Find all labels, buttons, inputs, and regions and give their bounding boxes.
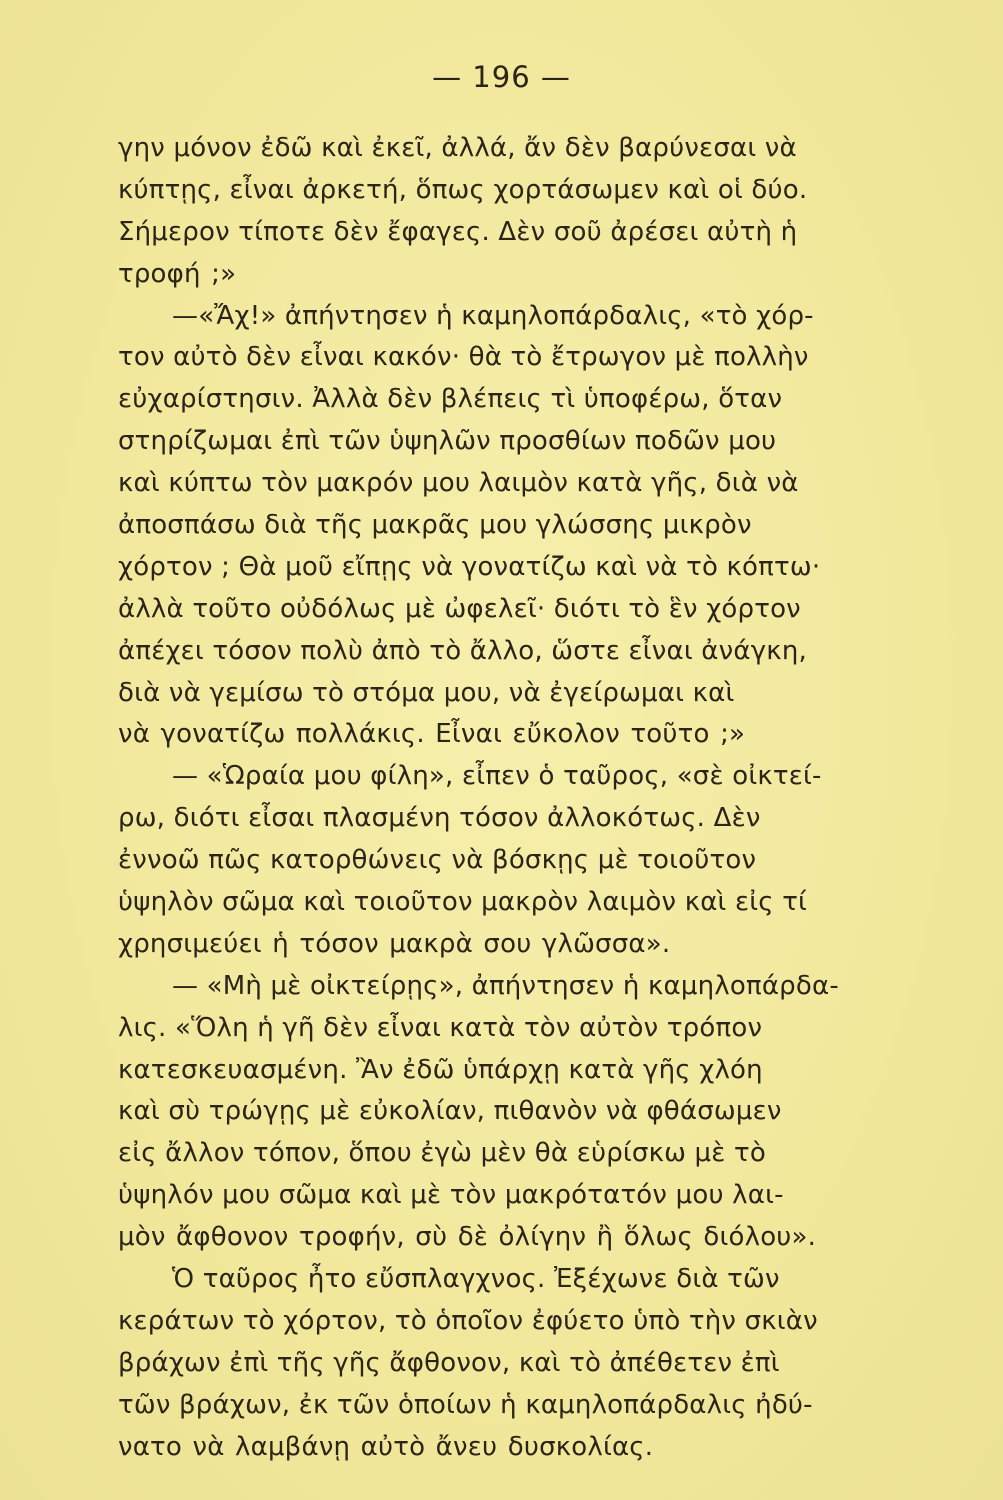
text-line: τῶν βράχων, ἐκ τῶν ὁποίων ἡ καμηλοπάρδαλις ἠδύ- — [118, 1389, 813, 1420]
text-line: κατεσκευασμένη. Ἂν ἐδῶ ὑπάρχῃ κατὰ γῆς χλόη — [118, 1054, 763, 1085]
text-line: κεράτων τὸ χόρτον, τὸ ὁποῖον ἐφύετο ὑπὸ τὴν σκιὰν — [118, 1305, 818, 1336]
body-text — [118, 128, 918, 1469]
text-line: καὶ σὺ τρώγῃς μὲ εὐκολίαν, πιθανὸν νὰ φθάσωμεν — [118, 1096, 782, 1127]
text-line: — «Ὡραία μου φίλη», εἶπεν ὁ ταῦρος, «σὲ οἰκτεί- — [172, 761, 822, 792]
text-line: διὰ νὰ γεμίσω τὸ στόμα μου, νὰ ἐγείρωμαι καὶ — [118, 677, 735, 708]
text-line: εὐχαρίστησιν. Ἀλλὰ δὲν βλέπεις τὶ ὑποφέρω, ὅταν — [118, 384, 783, 415]
text-line: γην μόνον ἐδῶ καὶ ἐκεῖ, ἀλλά, ἄν δὲν βαρύνεσαι νὰ — [118, 133, 797, 163]
text-line: ἐννοῶ πῶς κατορθώνεις νὰ βόσκῃς μὲ τοιοῦτον — [118, 845, 757, 876]
text-line: Σήμερον τίποτε δὲν ἔφαγες. Δὲν σοῦ ἀρέσει αὐτὴ ἡ — [118, 216, 798, 247]
text-line: —«Ἄχ!» ἀπήντησεν ἡ καμηλοπάρδαλις, «τὸ χόρ- — [172, 300, 814, 331]
text-line: τροφή ;» — [118, 258, 237, 289]
text-line: ἀλλὰ τοῦτο οὐδόλως μὲ ὠφελεῖ· διότι τὸ ἓν χόρτον — [118, 593, 801, 624]
text-line: χόρτον ; Θὰ μοῦ εἴπῃς νὰ γονατίζω καὶ νὰ τὸ κόπτω· — [118, 551, 821, 582]
text-line: λις. «Ὅλη ἡ γῆ δὲν εἶναι κατὰ τὸν αὐτὸν τρόπον — [118, 1012, 763, 1043]
text-line: βράχων ἐπὶ τῆς γῆς ἄφθονον, καὶ τὸ ἀπέθετεν ἐπὶ — [118, 1347, 780, 1378]
text-line: μὸν ἄφθονον τροφήν, σὺ δὲ ὀλίγην ἢ ὅλως διόλου». — [118, 1222, 817, 1253]
text-line: κύπτῃς, εἶναι ἀρκετή, ὅπως χορτάσωμεν καὶ οἱ δύο. — [118, 174, 808, 205]
text-line: — «Μὴ μὲ οἰκτείρῃς», ἀπήντησεν ἡ καμηλοπάρδα- — [172, 970, 839, 1001]
text-line: ἀποσπάσω διὰ τῆς μακρᾶς μου γλώσσης μικρὸν — [118, 510, 752, 541]
text-line: ὑψηλόν μου σῶμα καὶ μὲ τὸν μακρότατόν μου λαι- — [118, 1180, 784, 1211]
text-line: τον αὐτὸ δὲν εἶναι κακόν· θὰ τὸ ἔτρωγον μὲ πολλὴν — [118, 342, 809, 373]
page-number: — 196 — — [432, 60, 571, 94]
text-line: νὰ γονατίζω πολλάκις. Εἶναι εὔκολον τοῦτο ;» — [118, 719, 746, 750]
text-line: νατο νὰ λαμβάνῃ αὐτὸ ἄνευ δυσκολίας. — [118, 1431, 654, 1462]
text-line: Ὁ ταῦρος ἦτο εὔσπλαγχνος. Ἐξέχωνε διὰ τῶν — [172, 1264, 780, 1295]
text-line: χρησιμεύει ἡ τόσον μακρὰ σου γλῶσσα». — [118, 928, 671, 959]
text-line: στηρίζωμαι ἐπὶ τῶν ὑψηλῶν προσθίων ποδῶν μου — [118, 426, 777, 457]
text-line: ρω, διότι εἶσαι πλασμένη τόσον ἀλλοκότως. Δὲν — [118, 803, 761, 834]
text-line: ὑψηλὸν σῶμα καὶ τοιοῦτον μακρὸν λαιμὸν καὶ εἰς τί — [118, 887, 808, 918]
text-line: ἀπέχει τόσον πολὺ ἀπὸ τὸ ἄλλο, ὥστε εἶναι ἀνάγκη, — [118, 635, 807, 666]
text-line: καὶ κύπτω τὸν μακρόν μου λαιμὸν κατὰ γῆς, διὰ νὰ — [118, 468, 799, 499]
text-line: εἰς ἄλλον τόπον, ὅπου ἐγὼ μὲν θὰ εὑρίσκω μὲ τὸ — [118, 1138, 766, 1169]
